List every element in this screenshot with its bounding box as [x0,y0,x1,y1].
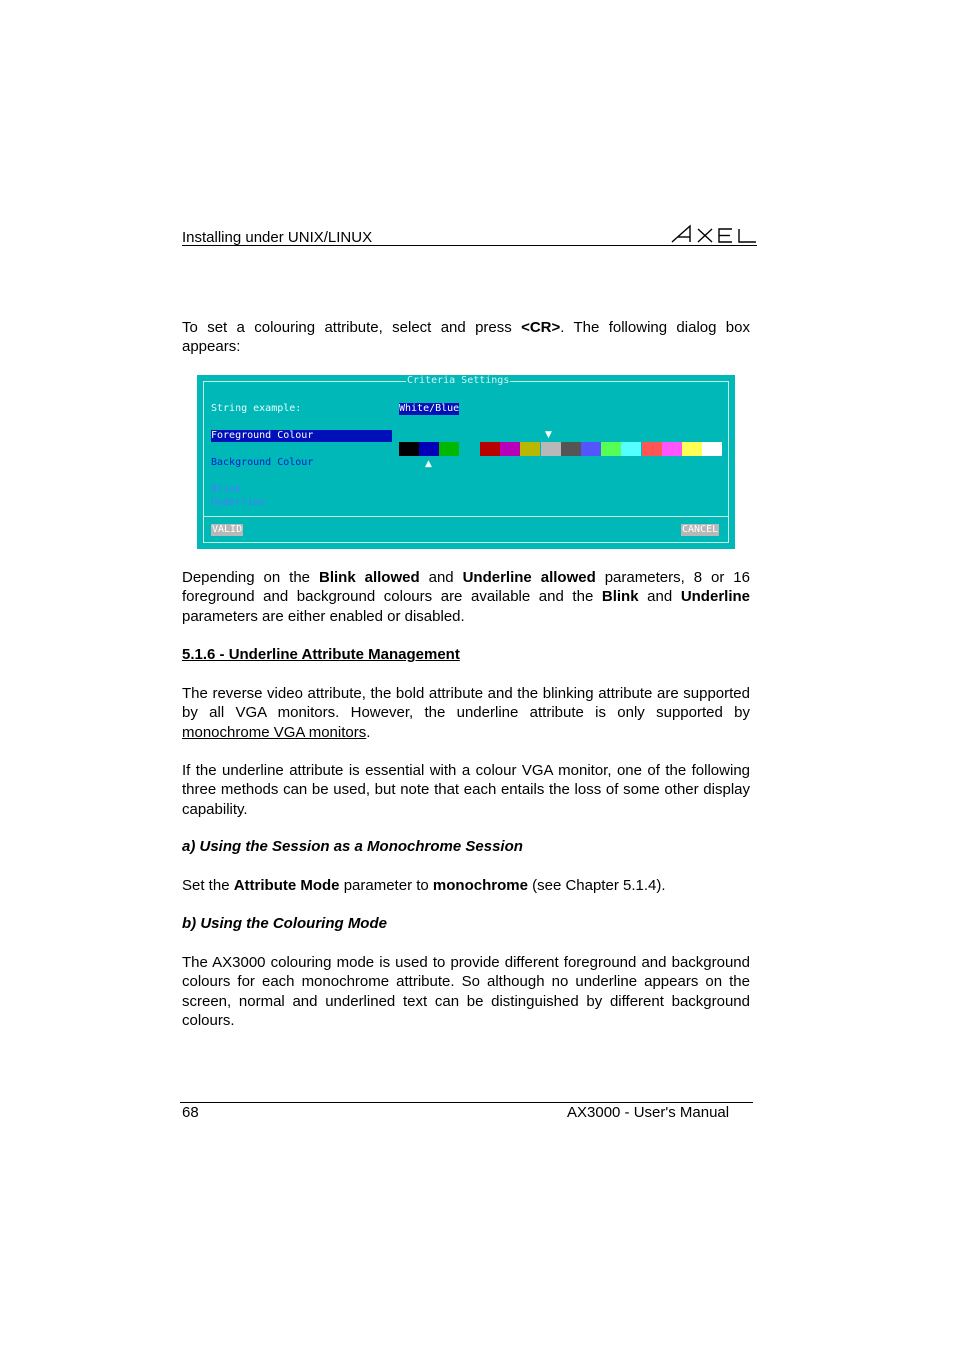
dialog-separator [203,516,729,517]
methods-paragraph: If the underline attribute is essential with a colour VGA monitor, one of the following three methods can be used, but note that each entails the loss of some other display capability. [182,762,750,818]
colour-swatch[interactable] [601,442,621,456]
background-colour-item[interactable]: Background Colour [211,457,314,468]
colour-swatch[interactable] [500,442,520,456]
cancel-button[interactable]: CANCEL [682,524,719,535]
dialog-title: Criteria Settings [407,375,510,386]
foreground-marker-icon: ▼ [545,430,552,440]
section-heading: 5.1.6 - Underline Attribute Management [182,646,460,663]
underline-item[interactable]: Underline [211,497,266,508]
colour-swatch[interactable] [520,442,540,456]
colour-swatch[interactable] [399,442,419,456]
colour-swatch[interactable] [682,442,702,456]
colour-swatch[interactable] [541,442,561,456]
colour-swatch[interactable] [581,442,601,456]
vga-support-paragraph: The reverse video attribute, the bold attribute and the blinking attribute are supported by all VGA monitors. However, the underline attribute is only supported by monochrome VGA monitors. [182,685,750,741]
attribute-mode-paragraph: Set the Attribute Mode parameter to monochrome (see Chapter 5.1.4). [182,877,666,894]
blink-item[interactable]: Blink [211,484,242,495]
axel-logo [670,224,756,244]
colour-swatch[interactable] [642,442,662,456]
subheading-colouring-mode: b) Using the Colouring Mode [182,915,387,932]
manual-title: AX3000 - User's Manual [567,1104,730,1121]
colour-swatch[interactable] [662,442,682,456]
criteria-settings-dialog [197,375,735,549]
monochrome-vga-link[interactable]: monochrome VGA monitors [182,723,367,741]
colour-swatch[interactable] [439,442,459,456]
valid-button[interactable]: VALID [212,524,243,535]
string-example-label: String example: [211,403,302,414]
colour-swatch[interactable] [561,442,581,456]
intro-paragraph: To set a colouring attribute, select and press <CR>. The following dialog box appears: [182,319,750,356]
page-number: 68 [182,1104,199,1121]
colour-swatch[interactable] [621,442,641,456]
colour-availability-paragraph: Depending on the Blink allowed and Underline allowed parameters, 8 or 16 foreground and background colours are available and the Blink and Underline parameters are either enabled or disabled. [182,569,750,625]
colour-swatch[interactable] [419,442,439,456]
footer-rule [180,1102,753,1103]
background-marker-icon: ▲ [425,459,432,469]
foreground-colour-item[interactable]: Foreground Colour [211,430,392,442]
subheading-monochrome-session: a) Using the Session as a Monochrome Session [182,838,523,855]
colour-swatch[interactable] [460,442,480,456]
header-rule [182,245,757,246]
running-header: Installing under UNIX/LINUX [182,229,373,246]
colour-swatch[interactable] [480,442,500,456]
colour-swatch[interactable] [702,442,722,456]
string-example-value: White/Blue [399,403,460,414]
colouring-mode-paragraph: The AX3000 colouring mode is used to provide different foreground and background colours for each monochrome attribute. So although no underline appears on the screen, normal and underlined text can be distinguished by different background colours. [182,954,750,1030]
